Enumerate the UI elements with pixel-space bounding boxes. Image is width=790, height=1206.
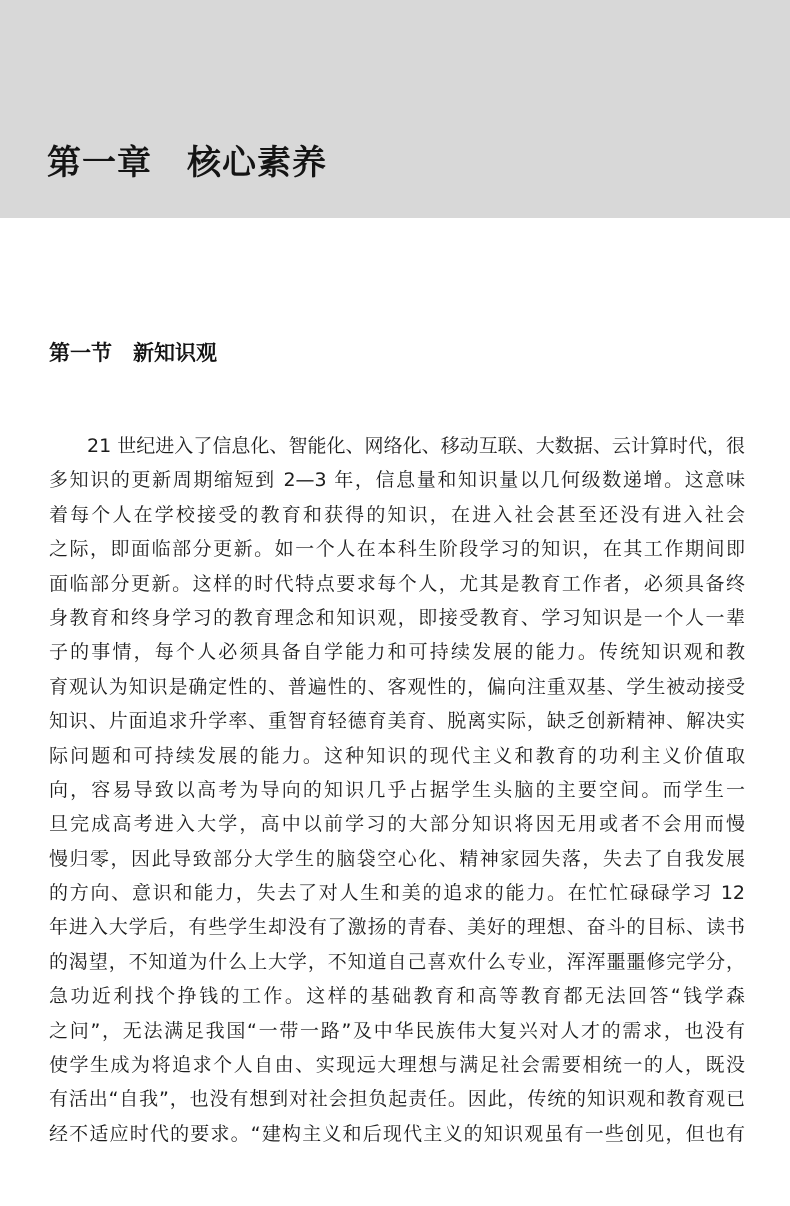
body-paragraph	[49, 429, 745, 1151]
body-line: 身教育和终身学习的教育理念和知识观，即接受教育、学习知识是一个人一辈	[49, 606, 745, 629]
body-line: 经不适应时代的要求。“建构主义和后现代主义的知识观虽有一些创见，但也有	[49, 1122, 745, 1145]
body-line: 的方向、意识和能力，失去了对人生和美的追求的能力。在忙忙碌碌学习 12	[49, 882, 745, 905]
body-line: 急功近利找个挣钱的工作。这样的基础教育和高等教育都无法回答“钱学森	[49, 985, 745, 1008]
body-line: 知识、片面追求升学率、重智育轻德育美育、脱离实际，缺乏创新精神、解决实	[49, 710, 745, 733]
body-line: 多知识的更新周期缩短到 2—3 年，信息量和知识量以几何级数递增。这意味	[49, 469, 745, 492]
body-line: 之际，即面临部分更新。如一个人在本科生阶段学习的知识，在其工作期间即	[49, 538, 745, 561]
body-line: 向，容易导致以高考为导向的知识几乎占据学生头脑的主要空间。而学生一	[49, 778, 745, 801]
body-line: 慢归零，因此导致部分大学生的脑袋空心化、精神家园失落，失去了自我发展	[49, 847, 745, 870]
body-line: 21 世纪进入了信息化、智能化、网络化、移动互联、大数据、云计算时代，很	[87, 435, 745, 457]
body-line: 子的事情，每个人必须具备自学能力和可持续发展的能力。传统知识观和教	[49, 641, 745, 664]
chapter-title: 第一章 核心素养	[47, 143, 327, 183]
body-line: 有活出“自我”，也没有想到对社会担负起责任。因此，传统的知识观和教育观已	[49, 1088, 745, 1111]
body-line: 之问”，无法满足我国“一带一路”及中华民族伟大复兴对人才的需求，也没有	[49, 1019, 745, 1042]
body-line: 的渴望，不知道为什么上大学，不知道自己喜欢什么专业，浑浑噩噩修完学分，	[49, 950, 745, 973]
body-line: 年进入大学后，有些学生却没有了激扬的青春、美好的理想、奋斗的目标、读书	[49, 916, 745, 939]
body-line: 育观认为知识是确定性的、普遍性的、客观性的，偏向注重双基、学生被动接受	[49, 675, 745, 698]
body-line: 旦完成高考进入大学，高中以前学习的大部分知识将因无用或者不会用而慢	[49, 813, 745, 836]
section-title: 第一节 新知识观	[49, 341, 217, 365]
body-line: 际问题和可持续发展的能力。这种知识的现代主义和教育的功利主义价值取	[49, 744, 745, 767]
body-line: 面临部分更新。这样的时代特点要求每个人，尤其是教育工作者，必须具备终	[49, 572, 745, 595]
body-line: 着每个人在学校接受的教育和获得的知识，在进入社会甚至还没有进入社会	[49, 503, 745, 526]
chapter-header-band	[0, 0, 790, 218]
body-line: 使学生成为将追求个人自由、实现远大理想与满足社会需要相统一的人，既没	[49, 1054, 745, 1077]
